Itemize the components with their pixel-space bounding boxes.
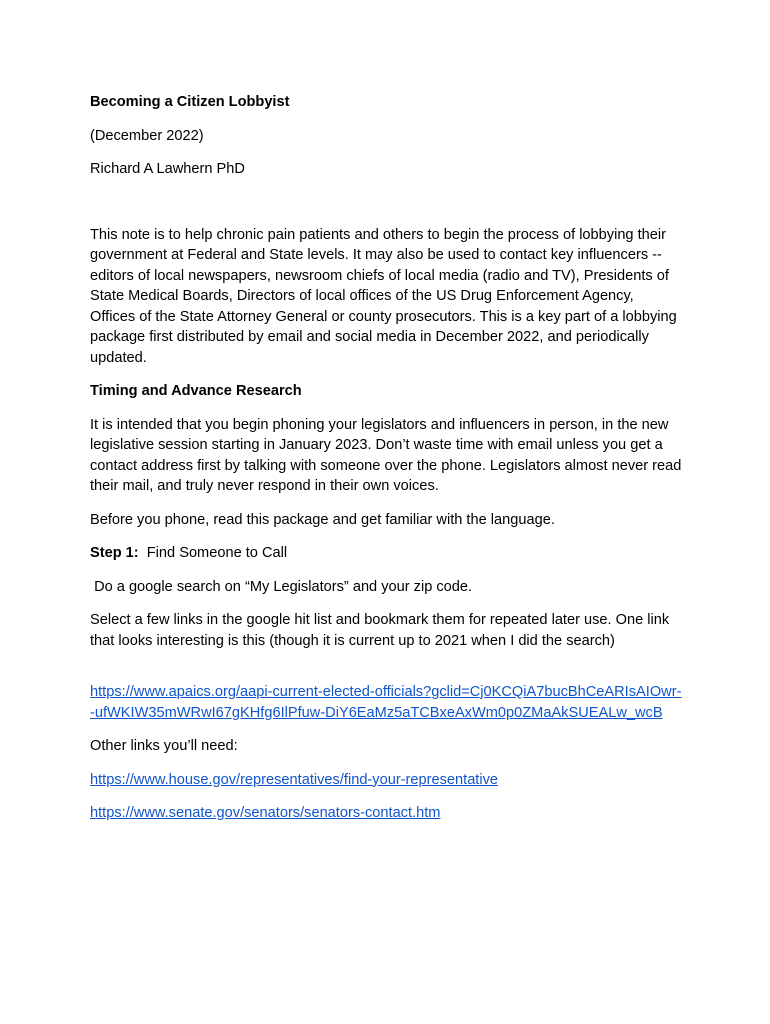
timing-paragraph-2: Before you phone, read this package and get familiar with the language.	[90, 511, 555, 528]
link-paragraph-1	[90, 682, 682, 723]
document-body	[90, 92, 682, 837]
step1-heading	[90, 543, 682, 564]
document-date: (December 2022)	[90, 127, 204, 144]
step1-paragraph-2: Select a few links in the google hit list and bookmark them for repeated later use. One link that looks interesting is this (though it is current up to 2021 when I did the search)	[90, 612, 670, 649]
section-heading-timing: Timing and Advance Research	[90, 383, 302, 399]
spacer	[90, 193, 682, 225]
step1-paragraph-1: Do a google search on “My Legislators” and your zip code.	[90, 578, 473, 595]
link-paragraph-2	[90, 770, 682, 791]
apaics-link[interactable]: https://www.apaics.org/aapi-current-elected-officials?gclid=Cj0KCQiA7bucBhCeARIsAIOwr--ufWKIW35mWRwI67gKHfg6IlPfuw-DiY6EaMz5aTCBxeAxWm0p0ZMaAkSUEALw_wcB	[90, 684, 682, 721]
other-links-label: Other links you’ll need:	[90, 738, 238, 754]
intro-paragraph: This note is to help chronic pain patients and others to begin the process of lobbying their government at Federal and State levels. It may also be used to contact key influencers -- editors of local newspapers, newsroom chiefs of local media (radio and TV), Presidents of State Medical Boards, Directors of local offices of the US Drug Enforcement Agency, Offices of the State Attorney General or county prosecutors. This is a key part of a lobbying package first distributed by email and social media in December 2022, and periodically updated.	[90, 226, 677, 366]
timing-paragraph-1: It is intended that you begin phoning your legislators and influencers in person, in the new legislative session starting in January 2023. Don’t waste time with email unless you get a contact address first by talking with someone over the phone. Legislators almost never read their mail, and truly never respond in their own voices.	[90, 416, 682, 494]
document-author: Richard A Lawhern PhD	[90, 161, 245, 177]
document-title: Becoming a Citizen Lobbyist	[90, 94, 290, 110]
house-gov-link[interactable]: https://www.house.gov/representatives/find-your-representative	[90, 771, 499, 788]
link-paragraph-3	[90, 803, 682, 824]
spacer	[90, 664, 682, 682]
step1-label: Step 1:	[90, 545, 139, 561]
senate-gov-link[interactable]: https://www.senate.gov/senators/senators-contact.htm	[90, 805, 441, 821]
step1-text: Find Someone to Call	[138, 545, 288, 561]
